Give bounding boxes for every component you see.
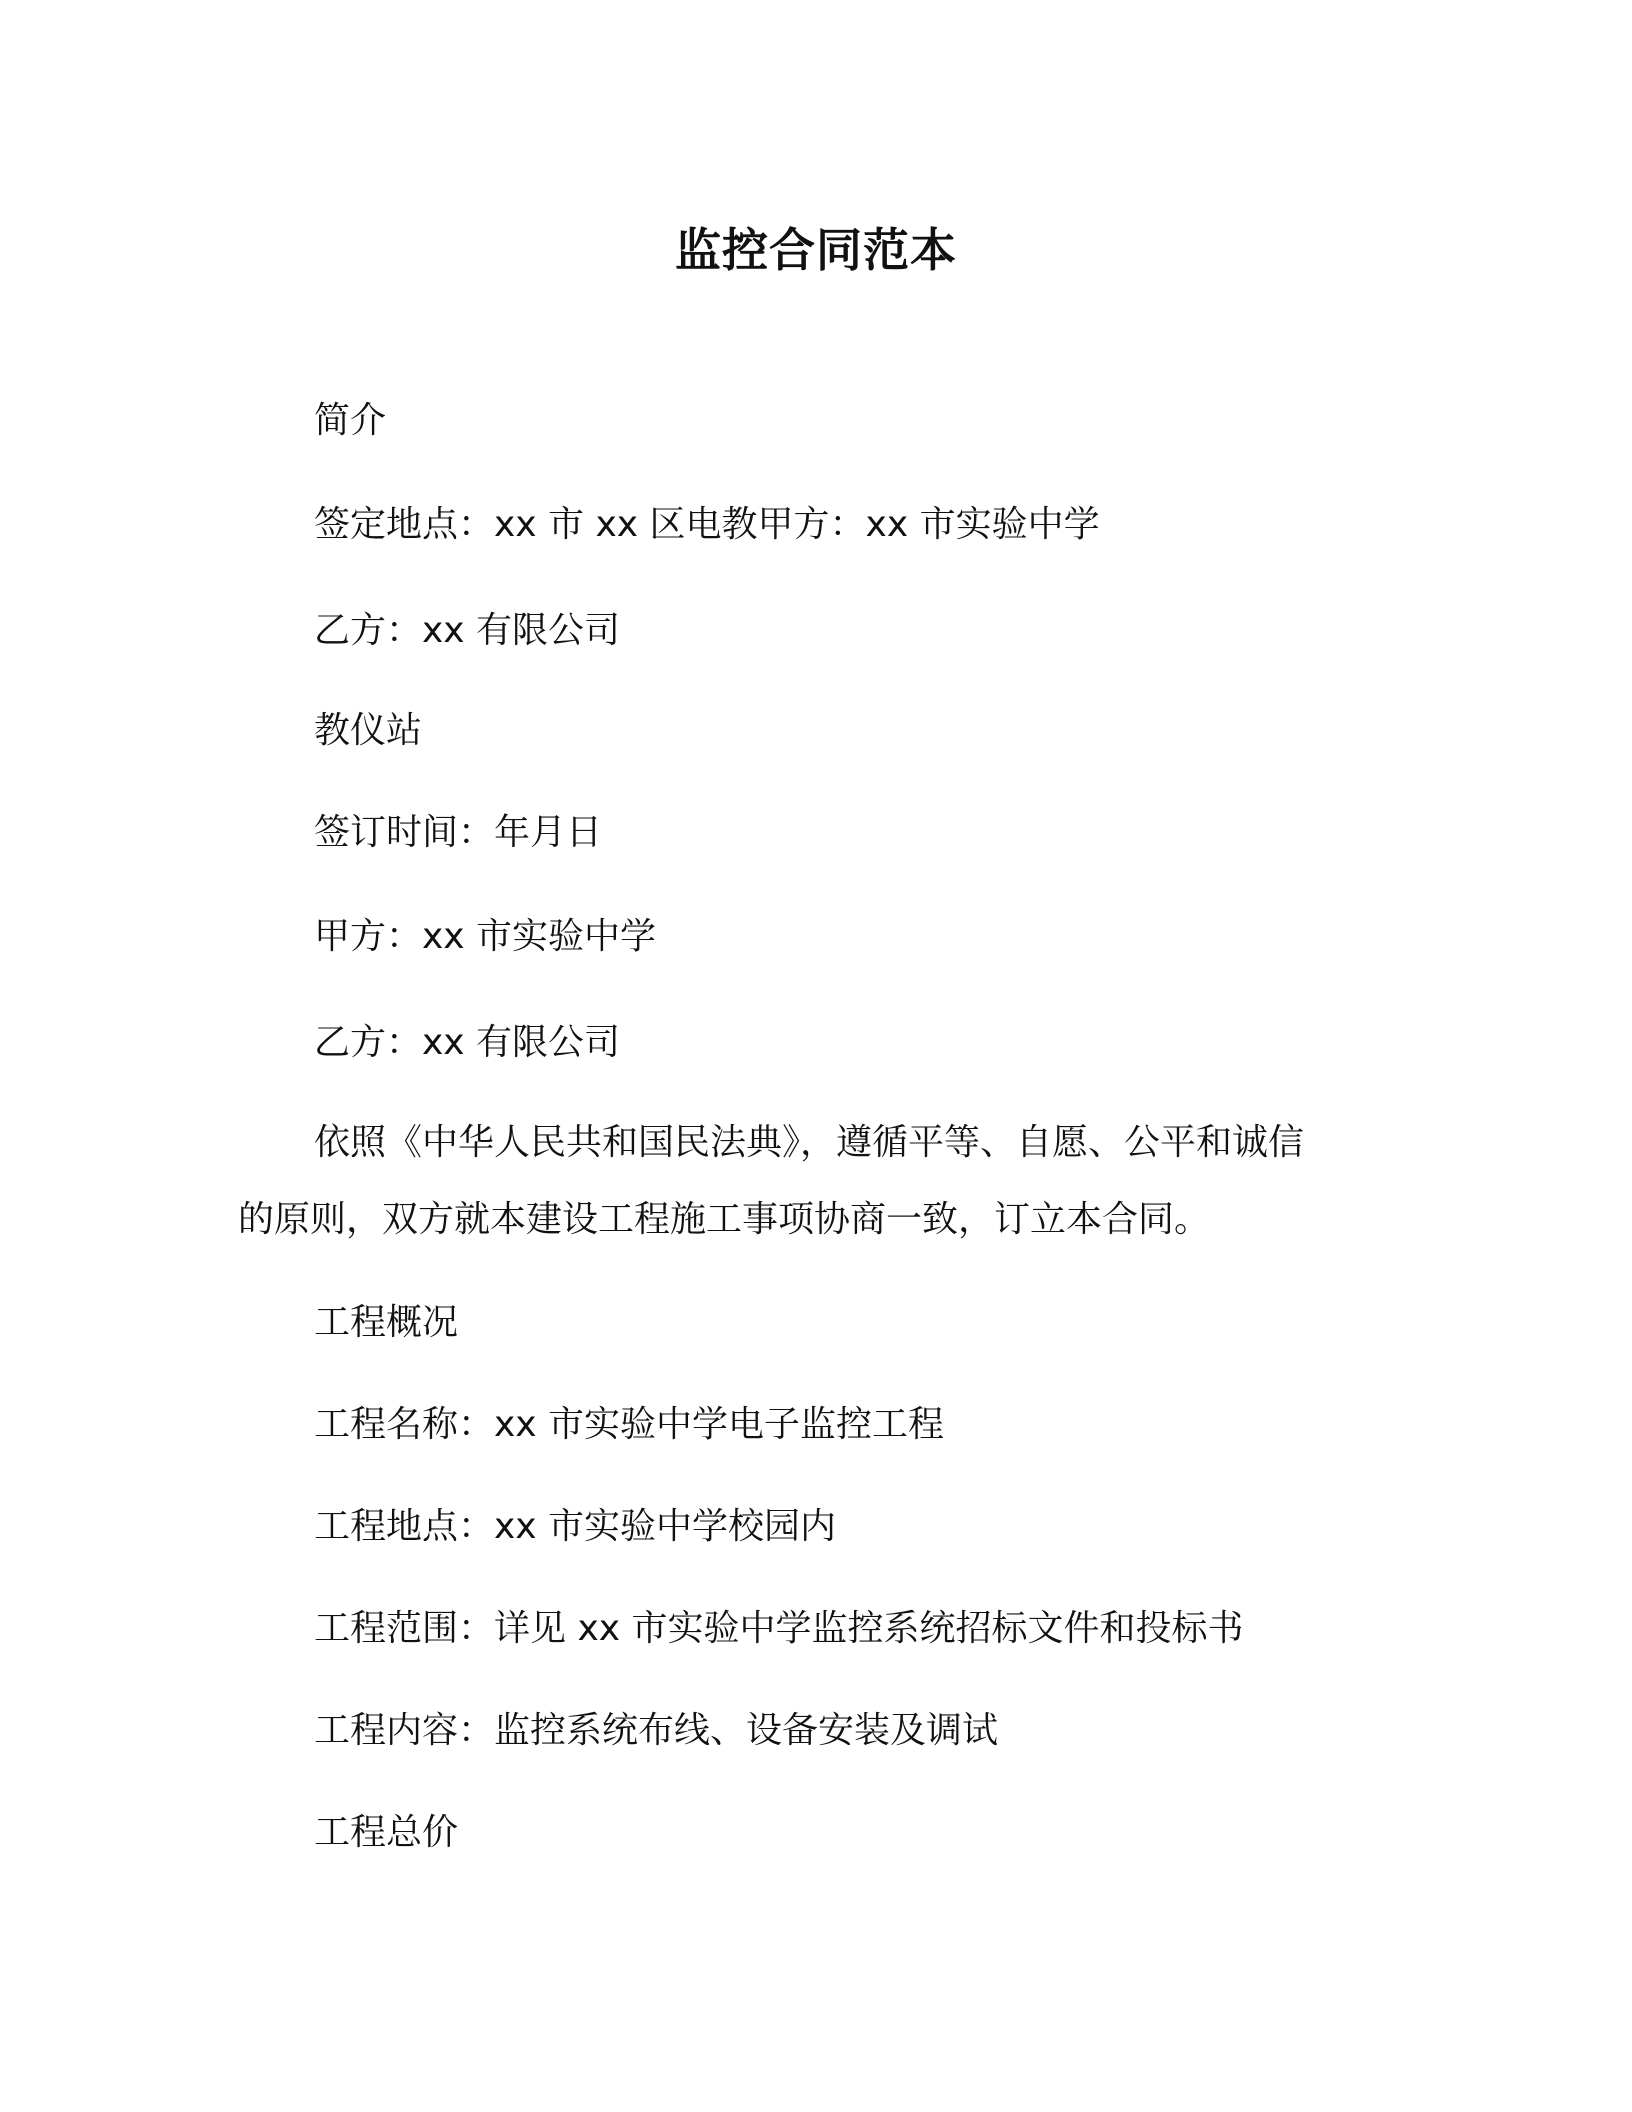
party-b-line: 乙方：xx 有限公司 [314, 610, 621, 651]
intro-heading: 简介 [314, 400, 387, 441]
document-title: 监控合同范本 [675, 223, 957, 277]
project-total-price-heading: 工程总价 [314, 1812, 459, 1853]
project-location-line: 工程地点：xx 市实验中学校园内 [314, 1506, 837, 1547]
project-name-line: 工程名称：xx 市实验中学电子监控工程 [314, 1404, 945, 1445]
party-b-line-2: 乙方：xx 有限公司 [314, 1022, 621, 1063]
paragraph-line-2: 的原则，双方就本建设工程施工事项协商一致，订立本合同。 [238, 1199, 1211, 1240]
signing-place-line: 签定地点：xx 市 xx 区电教甲方：xx 市实验中学 [314, 504, 1100, 545]
paragraph-line-1: 依照《中华人民共和国民法典》，遵循平等、自愿、公平和诚信 [314, 1122, 1305, 1163]
contract-basis-paragraph [238, 1118, 1358, 1245]
project-overview-heading: 工程概况 [314, 1302, 459, 1343]
project-scope-line: 工程范围：详见 xx 市实验中学监控系统招标文件和投标书 [314, 1608, 1244, 1649]
station-line: 教仪站 [314, 710, 423, 751]
project-content-line: 工程内容：监控系统布线、设备安装及调试 [314, 1710, 999, 1751]
signing-date-line: 签订时间：年月日 [314, 812, 603, 853]
party-a-line: 甲方：xx 市实验中学 [314, 916, 657, 957]
